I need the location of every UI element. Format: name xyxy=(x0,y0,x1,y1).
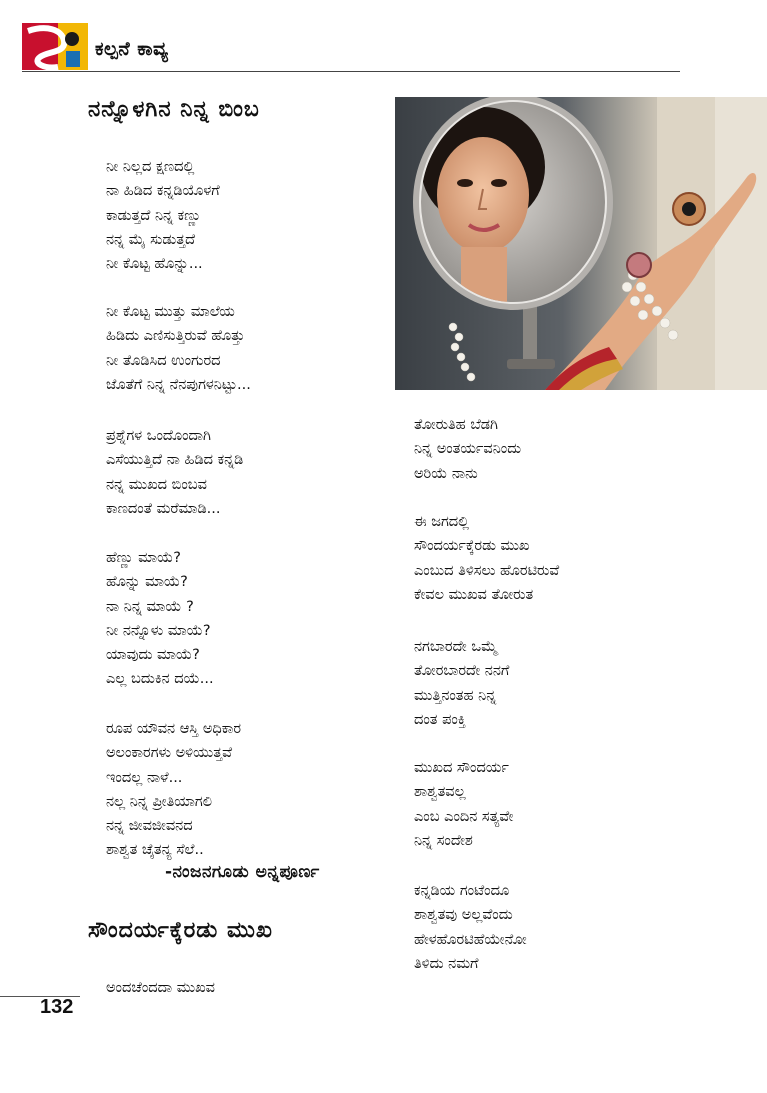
poem-line: ನಾ ಹಿಡಿದ ಕನ್ನಡಿಯೊಳಗೆ xyxy=(106,183,220,200)
poem-stanza xyxy=(414,635,509,732)
poem-line: ನನ್ನ ಮುಖದ ಬಿಂಬವ xyxy=(106,476,207,493)
poem-line: ನೀ ಕೊಟ್ಟ ಮುತ್ತು ಮಾಲೆಯ xyxy=(106,304,235,320)
poem-line: ಪ್ರಶ್ನೆಗಳ ಒಂದೊಂದಾಗಿ xyxy=(106,428,211,444)
poem-line: ಶಾಶ್ವತವಲ್ಲ xyxy=(414,784,466,801)
page-number: 132 xyxy=(40,996,74,1018)
poem-line: ಕಾಣದಂತೆ ಮರೆಮಾಡಿ... xyxy=(106,500,221,517)
poem-stanza xyxy=(106,155,220,276)
poem-line: ನೀ ಕೊಟ್ಟ ಹೊನ್ನು... xyxy=(106,256,203,273)
poem-line: ಅಂದಚೆಂದದಾ ಮುಖವ xyxy=(106,980,215,996)
poem-line: ತಿಳಿದು ನಮಗೆ xyxy=(414,955,479,972)
poem-line: ಕಾಡುತ್ತದೆ ನಿನ್ನ ಕಣ್ಣು xyxy=(106,207,202,224)
poem-line: ರೂಪ ಯೌವನ ಆಸ್ತಿ ಅಧಿಕಾರ xyxy=(106,721,242,737)
magazine-logo xyxy=(22,23,88,70)
poem-author: -ನಂಜನಗೂಡು ಅನ್ನಪೂರ್ಣ xyxy=(165,862,320,882)
poem-line: ಅಲಂಕಾರಗಳು ಅಳಿಯುತ್ತವೆ xyxy=(106,745,233,762)
poem-line: ಹಿಡಿದು ಎಣಿಸುತ್ತಿರುವೆ ಹೊತ್ತು xyxy=(106,328,245,345)
poem-title: ಸೌಂದರ್ಯಕ್ಕೆರಡು ಮುಖ xyxy=(88,918,273,943)
poem-line: ಹೇಳಹೊರಟಿಹೆಯೇನೋ xyxy=(414,931,527,948)
poem-line: ನೀ ನಿಲ್ಲದ ಕ್ಷಣದಲ್ಲಿ xyxy=(106,159,195,175)
poem-stanza xyxy=(414,756,513,853)
poem-line: ನನ್ನ ಮೈ ಸುಡುತ್ತದೆ xyxy=(106,231,196,248)
poem-line: ಎಸೆಯುತ್ತಿದೆ ನಾ ಹಿಡಿದ ಕನ್ನಡಿ xyxy=(106,452,244,469)
poem-stanza xyxy=(106,976,215,1000)
poem-line: ಹೊನ್ನು ಮಾಯೆ? xyxy=(106,574,188,591)
poem-line: ತೋರುತಿಹ ಬೆಡಗಿ xyxy=(414,417,498,433)
poem-line: ಹೆಣ್ಣು ಮಾಯೆ? xyxy=(106,550,181,566)
poem-line: ನಲ್ಲ ನಿನ್ನ ಪ್ರೀತಿಯಾಗಲಿ xyxy=(106,793,213,810)
poem-line: ಇಂದಲ್ಲ ನಾಳೆ... xyxy=(106,769,183,786)
poem-line: ನಗಬಾರದೇ ಒಮ್ಮೆ xyxy=(414,639,498,655)
mirror-photo xyxy=(395,97,767,390)
poem-line: ನಿನ್ನ ಸಂದೇಶ xyxy=(414,832,473,849)
poem-stanza xyxy=(106,717,241,863)
poem-title: ನನ್ನೊಳಗಿನ ನಿನ್ನ ಬಿಂಬ xyxy=(88,97,260,122)
poem-line: ಮುತ್ತಿನಂತಹ ನಿನ್ನ xyxy=(414,687,497,704)
poem-stanza xyxy=(106,546,214,692)
poem-line: ಎಂಬುದ ತಿಳಿಸಲು ಹೊರಟಿರುವೆ xyxy=(414,562,560,579)
poem-stanza xyxy=(106,300,251,397)
poem-line: ಎಲ್ಲ ಬದುಕಿನ ದಯೆ... xyxy=(106,671,214,688)
poem-line: ಕನ್ನಡಿಯ ಗಂಟೆಂದೂ xyxy=(414,883,510,899)
section-title: ಕಲ್ಪನೆ ಕಾವ್ಯ xyxy=(95,38,169,60)
poem-line: ನೀ ತೊಡಿಸಿದ ಉಂಗುರದ xyxy=(106,352,221,369)
poem-line: ಈ ಜಗದಲ್ಲಿ xyxy=(414,514,470,530)
poem-line: ಶಾಶ್ವತವು ಅಲ್ಲವೆಂದು xyxy=(414,907,513,924)
poem-line: ಕೇವಲ ಮುಖವ ತೋರುತ xyxy=(414,586,534,603)
poem-line: ನಾ ನಿನ್ನ ಮಾಯೆ ? xyxy=(106,598,194,615)
poem-line: ನನ್ನ ಜೀವಜೀವನದ xyxy=(106,818,193,835)
poem-line: ನೀ ನನ್ನೊಳು ಮಾಯೆ? xyxy=(106,622,211,639)
poem-line: ದಂತ ಪಂಕ್ತಿ xyxy=(414,711,466,728)
header-divider xyxy=(22,71,680,72)
poem-line: ಜೊತೆಗೆ ನಿನ್ನ ನೆನಪುಗಳನಿಟ್ಟು... xyxy=(106,376,251,393)
poem-line: ಯಾವುದು ಮಾಯೆ? xyxy=(106,647,200,664)
poem-stanza xyxy=(414,879,527,976)
poem-stanza xyxy=(414,510,559,607)
poem-stanza xyxy=(414,413,521,486)
poem-line: ಶಾಶ್ವತ ಚೈತನ್ಯ ಸೆಲೆ.. xyxy=(106,842,204,859)
poem-line: ತೋರಬಾರದೇ ನನಗೆ xyxy=(414,663,510,680)
poem-line: ನಿನ್ನ ಅಂತರ್ಯವನಿಂದು xyxy=(414,441,522,458)
poem-line: ಎಂಬ ಎಂದಿನ ಸತ್ಯವೇ xyxy=(414,808,514,825)
poem-line: ಅರಿಯೆ ನಾನು xyxy=(414,465,478,482)
poem-line: ಸೌಂದರ್ಯಕ್ಕೆರಡು ಮುಖ xyxy=(414,538,530,555)
poem-line: ಮುಖದ ಸೌಂದರ್ಯ xyxy=(414,760,509,776)
poem-stanza xyxy=(106,424,243,521)
